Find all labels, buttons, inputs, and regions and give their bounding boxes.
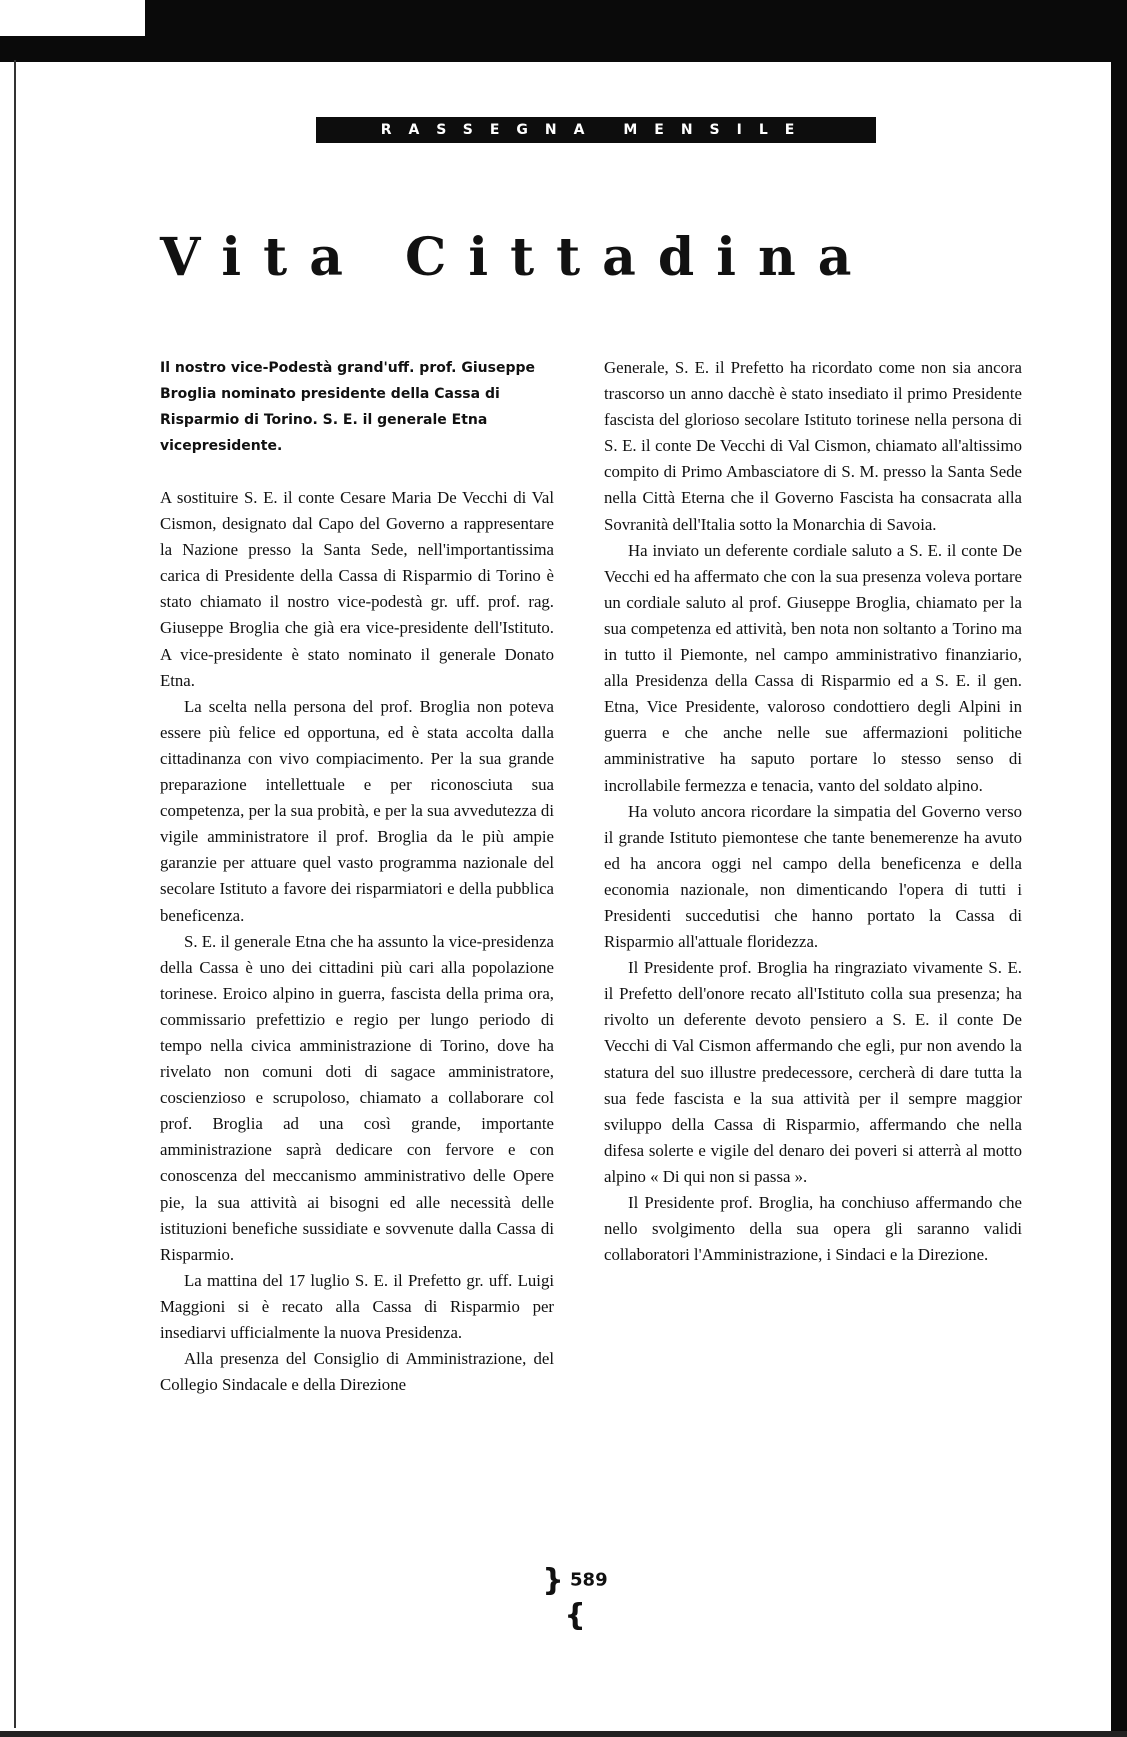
right-ornament: { bbox=[564, 1598, 586, 1633]
article-column-right bbox=[604, 355, 1022, 1268]
running-header bbox=[316, 117, 876, 143]
page-number bbox=[535, 1563, 615, 1633]
running-header-text: RASSEGNA MENSILE bbox=[380, 122, 812, 138]
paragraph: La scelta nella persona del prof. Broglia non poteva essere più felice ed opportuna, ed è stata accolta dalla cittadinanza con vivo compiacimento. Per la sua grande preparazione intellettuale e per riconosciuta sua competenza, per la sua probità, e per la sua avvedutezza di vigile amministratore il prof. Broglia da le più ampie garanzie per attuare quel vasto programma nazionale del secolare Istituto a favore dei risparmiatori e della pubblica beneficenza. bbox=[160, 696, 554, 925]
article-heading: Il nostro vice-Podestà grand'uff. prof. Giuseppe Broglia nominato presidente della Cassa di Risparmio di Torino. S. E. il generale Etna vicepresidente. bbox=[160, 360, 535, 454]
scan-notch bbox=[0, 0, 145, 36]
paragraph: S. E. il generale Etna che ha assunto la vice-presidenza della Cassa è uno dei cittadini più cari alla popolazione torinese. Eroico alpino in guerra, fascista della prima ora, commissario prefettizio e regio per lungo periodo di tempo nella civica amministrazione di Torino, dove ha rivelato non comuni doti di sagace amministratore, coscienzioso e scrupoloso, chiamato a collaborare col prof. Broglia ad una così grande, importante amministrazione saprà dedicare con fervore e con conoscenza del meccanismo amministrativo delle Opere pie, la sua attività ai bisogni ed alle necessità delle istituzioni benefiche sussidiate e sovvenute dalla Cassa di Risparmio. bbox=[160, 931, 554, 1264]
paragraph: Ha voluto ancora ricordare la simpatia del Governo verso il grande Istituto piemontese che tante benemerenze ha avuto ed ha ancora oggi nel campo della beneficenza e della economia nazionale, non dimenticando l'opera di tutti i Presidenti succedutisi che hanno portato la Cassa di Risparmio all'attuale floridezza. bbox=[604, 801, 1022, 952]
scan-border-top bbox=[0, 0, 1127, 62]
article-column-left bbox=[160, 355, 554, 1398]
page-title: Vita Cittadina bbox=[160, 227, 874, 288]
paragraph: Generale, S. E. il Prefetto ha ricordato come non sia ancora trascorso un anno dacchè è stato insediato il primo Presidente fascista del glorioso secolare Istituto torinese nella persona di S. E. il conte De Vecchi di Val Cismon, chiamato all'altissimo compito di Primo Ambasciatore di S. M. presso la Santa Sede nella Città Eterna che il Governo Fascista ha consacrata alla Sovranità dell'Italia sotto la Monarchia di Savoia. bbox=[604, 358, 1022, 534]
paragraph: Il Presidente prof. Broglia ha ringraziato vivamente S. E. il Prefetto dell'onore recato all'Istituto colla sua presenza; ha rivolto un deferente devoto pensiero a S. E. il conte De Vecchi di Val Cismon affermando che egli, pur non avendo la statura del suo illustre predecessore, cercherà di dare tutta la sua fede fascista e la sua attività per il sempre maggior sviluppo della Cassa di Risparmio, affermando che nella difesa solerte e vigile del denaro dei poveri si atterrà al motto alpino « Di qui non si passa ». bbox=[604, 958, 1022, 1186]
paragraph: Il Presidente prof. Broglia, ha conchiuso affermando che nello svolgimento della sua opera gli saranno validi collaboratori l'Amministrazione, i Sindaci e la Direzione. bbox=[604, 1193, 1022, 1265]
paragraph: La mattina del 17 luglio S. E. il Prefetto gr. uff. Luigi Maggioni si è recato alla Cassa di Risparmio per insediarvi ufficialmente la nuova Presidenza. bbox=[160, 1270, 554, 1342]
page-number-text: 589 bbox=[570, 1569, 608, 1591]
scan-border-bottom bbox=[0, 1731, 1127, 1737]
paragraph: A sostituire S. E. il conte Cesare Maria De Vecchi di Val Cismon, designato dal Capo del Governo a rappresentare la Nazione presso la Santa Sede, nell'importantissima carica di Presidente della Cassa di Risparmio di Torino è stato chiamato il nostro vice-podestà gr. uff. prof. rag. Giuseppe Broglia che già era vice-presidente dell'Istituto. A vice-presidente è stato nominato il generale Donato Etna. bbox=[160, 488, 554, 690]
paragraph: Alla presenza del Consiglio di Amministrazione, del Collegio Sindacale e della Direzione bbox=[160, 1349, 554, 1395]
paragraph: Ha inviato un deferente cordiale saluto a S. E. il conte De Vecchi ed ha affermato che con la sua presenza voleva portare un cordiale saluto al prof. Giuseppe Broglia, chiamato per la sua competenza ed attività, ben nota non soltanto a Torino ma in tutto il Piemonte, nel campo amministrativo finanziario, alla Presidenza della Cassa di Risparmio ed a S. E. il gen. Etna, Vice Presidente, valoroso condottiero degli Alpini in guerra e che anche nelle sue affermazioni politiche amministrative ha saputo portare lo stesso senso di incrollabile fermezza e tenacia, vanto del soldato alpino. bbox=[604, 540, 1022, 795]
scan-border-right bbox=[1111, 0, 1127, 1737]
left-ornament: } bbox=[542, 1563, 564, 1598]
